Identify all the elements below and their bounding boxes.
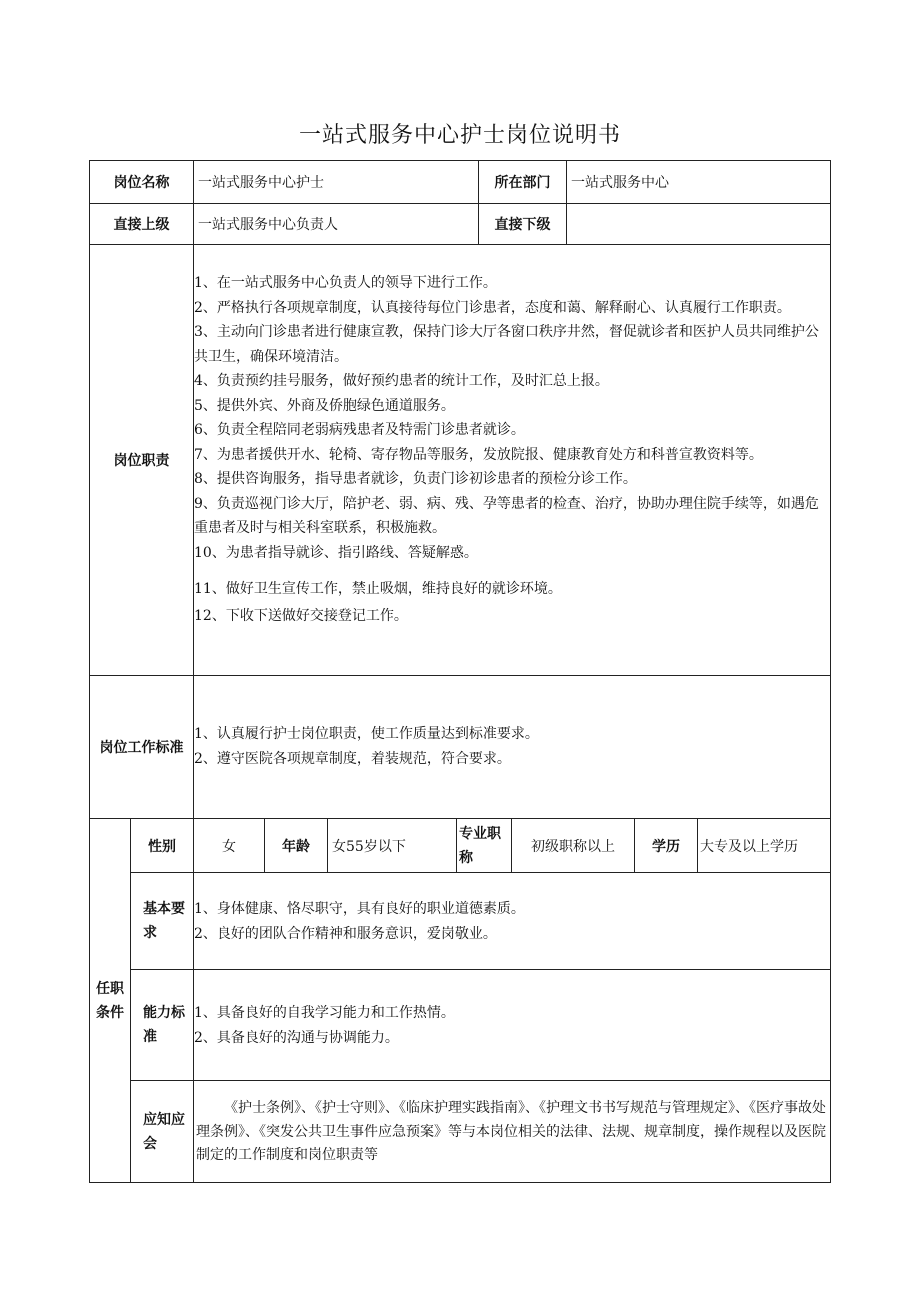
duty-item: 3、主动向门诊患者进行健康宣教，保持门诊大厅各窗口秩序井然，督促就诊者和医护人员共同维护公共卫生，确保环境清洁。	[194, 324, 819, 365]
subordinate-value	[567, 204, 830, 244]
duty-item: 11、做好卫生宣传工作，禁止吸烟，维持良好的就诊环境。	[194, 581, 562, 597]
duty-item: 6、负责全程陪同老弱病残患者及特需门诊患者就诊。	[194, 422, 525, 438]
superior-value: 一站式服务中心负责人	[198, 217, 338, 233]
duties-list	[194, 271, 830, 628]
standard-item: 1、认真履行护士岗位职责，使工作质量达到标准要求。	[194, 726, 539, 742]
duty-item: 1、在一站式服务中心负责人的领导下进行工作。	[194, 275, 497, 291]
duty-item: 5、提供外宾、外商及侨胞绿色通道服务。	[194, 397, 455, 414]
title-label: 专业职称	[459, 825, 501, 866]
age-value: 女55岁以下	[332, 838, 406, 855]
knowledge-text: 《护士条例》、《护士守则》、《临床护理实践指南》、《护理文书书写规范与管理规定》、《医疗事故处理条例》、《突发公共卫生事件应急预案》等与本岗位相关的法律、法规、规章制度，操作规程以及医院制定的工作制度和岗位职责等	[196, 1100, 826, 1163]
subordinate-label: 直接下级	[494, 217, 551, 233]
duty-item: 12、下收下送做好交接登记工作。	[194, 607, 408, 624]
standards-label: 岗位工作标准	[99, 740, 184, 756]
ability-item: 2、具备良好的沟通与协调能力。	[194, 1029, 399, 1046]
job-name-label: 岗位名称	[113, 175, 170, 191]
ability-label: 能力标准	[143, 1005, 185, 1045]
standards-list	[194, 722, 830, 771]
department-value: 一站式服务中心	[571, 175, 669, 191]
duties-label: 岗位职责	[113, 453, 170, 469]
duty-item: 7、为患者援供开水、轮椅、寄存物品等服务，发放院报、健康教育处方和科普宣教资料等。	[194, 446, 763, 463]
basic-req-label: 基本要求	[143, 901, 185, 941]
education-label: 学历	[652, 838, 680, 855]
education-value: 大专及以上学历	[700, 838, 798, 855]
qualifications-label: 任职条件	[96, 980, 124, 1021]
basic-req-list	[194, 897, 830, 946]
page-title: 一站式服务中心护士岗位说明书	[298, 123, 621, 148]
department-label: 所在部门	[494, 175, 551, 191]
gender-label: 性别	[148, 838, 176, 855]
knowledge-label: 应知应会	[143, 1111, 185, 1152]
job-name-value: 一站式服务中心护士	[198, 175, 324, 191]
gender-value: 女	[222, 838, 236, 855]
duty-item: 2、严格执行各项规章制度，认真接待每位门诊患者，态度和蔼、解释耐心、认真履行工作职责。	[194, 299, 791, 316]
standard-item: 2、遵守医院各项规章制度，着装规范，符合要求。	[194, 750, 511, 767]
ability-list	[194, 1001, 830, 1050]
duty-item: 8、提供咨询服务，指导患者就诊，负责门诊初诊患者的预检分诊工作。	[194, 471, 637, 487]
duty-item: 10、为患者指导就诊、指引路线、答疑解惑。	[194, 544, 478, 561]
ability-item: 1、具备良好的自我学习能力和工作热情。	[194, 1005, 455, 1021]
basic-req-item: 1、身体健康、恪尽职守，具有良好的职业道德素质。	[194, 901, 525, 917]
duty-item: 9、负责巡视门诊大厅，陪护老、弱、病、残、孕等患者的检查、治疗，协助办理住院手续等，如遇危重患者及时与相关科室联系，积极施救。	[194, 495, 819, 536]
duty-item: 4、负责预约挂号服务，做好预约患者的统计工作，及时汇总上报。	[194, 373, 609, 389]
superior-label: 直接上级	[113, 217, 170, 233]
basic-req-item: 2、良好的团队合作精神和服务意识，爱岗敬业。	[194, 925, 497, 942]
title-value: 初级职称以上	[531, 838, 615, 855]
age-label: 年龄	[282, 838, 310, 855]
